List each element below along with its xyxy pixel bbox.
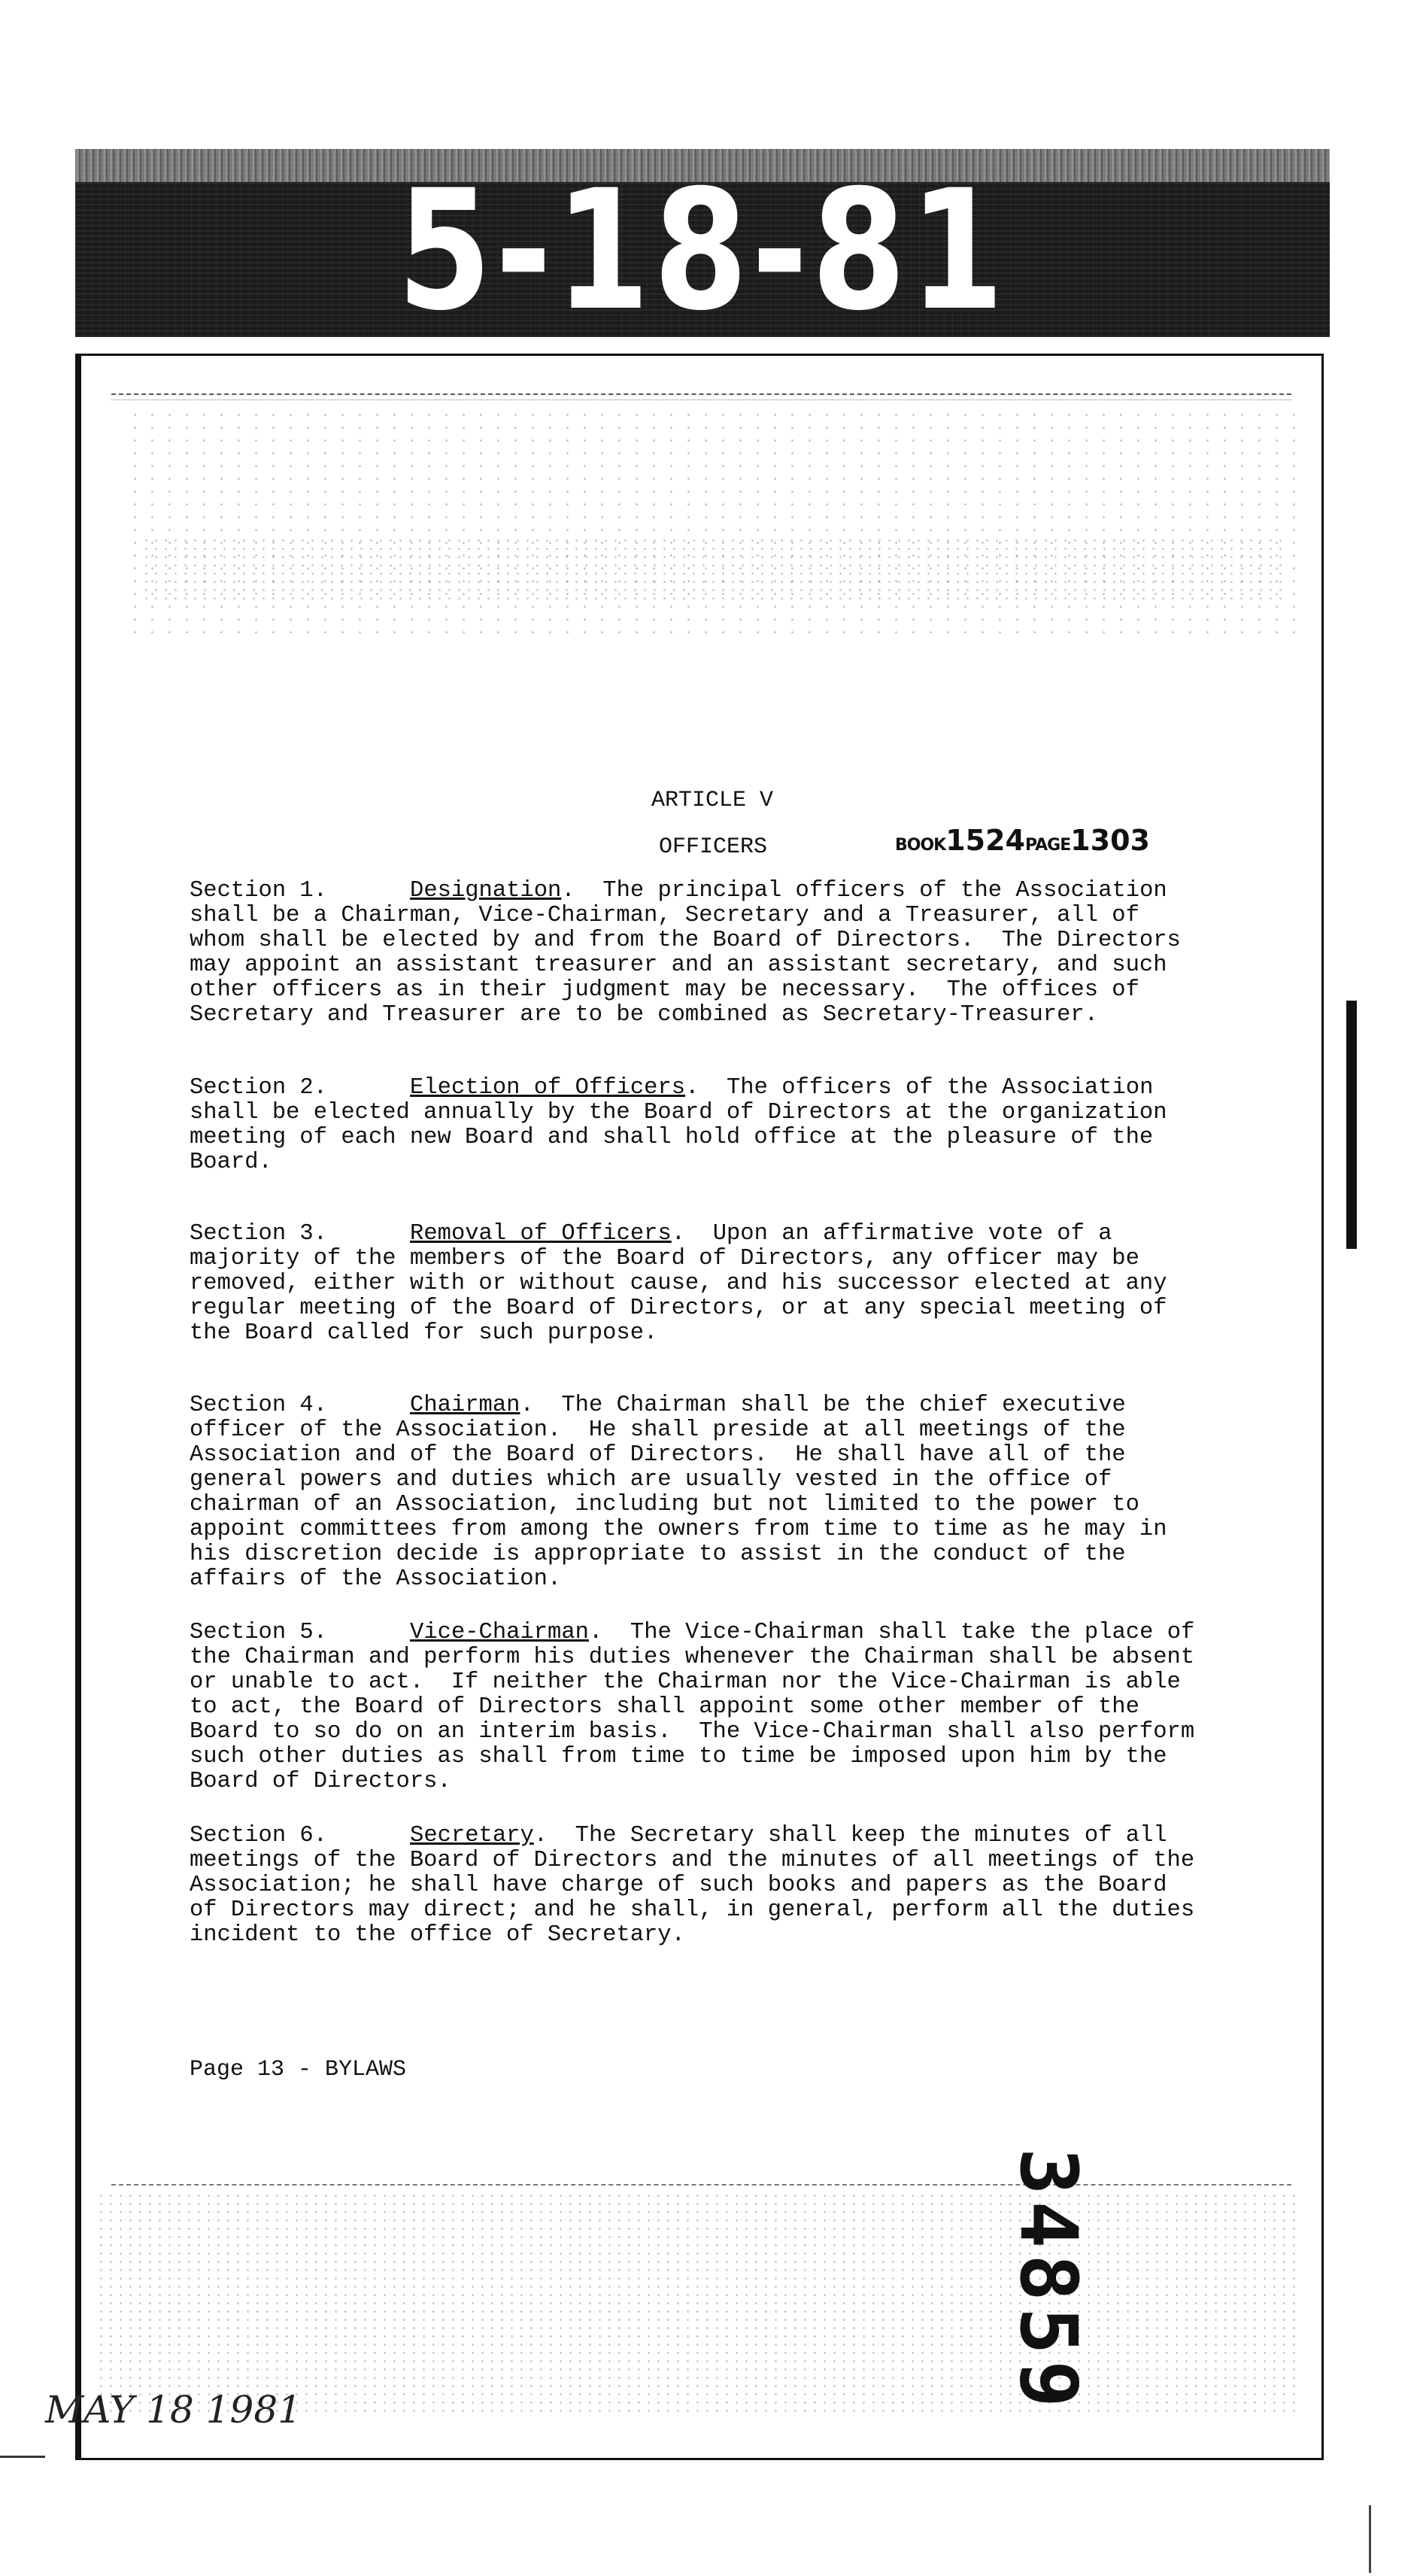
paragraph-line: incident to the office of Secretary. xyxy=(190,1922,685,1948)
section-text: . The Chairman shall be the chief executive xyxy=(520,1393,1126,1418)
paragraph-line xyxy=(190,1621,1242,1645)
paragraph-line: Association and of the Board of Directors. He shall have all of the xyxy=(190,1442,1126,1468)
section-heading: Election of Officers xyxy=(410,1075,686,1101)
paragraph-line: general powers and duties which are usually vested in the office of xyxy=(190,1467,1112,1493)
section-heading: Designation xyxy=(410,878,562,904)
paragraph-line: Board to so do on an interim basis. The Vice-Chairman shall also perform xyxy=(190,1719,1195,1745)
paragraph-line xyxy=(190,1824,1242,1848)
section-heading: Chairman xyxy=(410,1393,520,1418)
paragraph-line: other officers as in their judgment may be necessary. The offices of xyxy=(190,977,1139,1003)
paragraph-line xyxy=(190,1393,1242,1418)
paragraph-line: such other duties as shall from time to time be imposed upon him by the xyxy=(190,1744,1167,1769)
paragraph-line: appoint committees from among the owners from time to time as he may in xyxy=(190,1517,1167,1542)
paragraph-line: affairs of the Association. xyxy=(190,1566,562,1592)
book-label: BOOK xyxy=(895,836,946,855)
book-page-reference xyxy=(895,824,1150,857)
section-text: . The officers of the Association xyxy=(685,1075,1154,1101)
received-date-stamp: MAY 18 1981 xyxy=(45,2388,302,2432)
paragraph-line: shall be a Chairman, Vice-Chairman, Secretary and a Treasurer, all of xyxy=(190,903,1139,928)
paragraph-line: shall be elected annually by the Board of Directors at the organization xyxy=(190,1100,1167,1125)
paragraph-line: chairman of an Association, including but not limited to the power to xyxy=(190,1492,1139,1517)
scan-noise-band xyxy=(141,536,1285,604)
page-footer: Page 13 - BYLAWS xyxy=(190,2057,407,2082)
section-paragraph xyxy=(190,1621,1242,1794)
article-heading: ARTICLE V xyxy=(651,788,774,813)
recording-number-stamp: 34859 xyxy=(1003,2148,1094,2414)
scan-lower-rule xyxy=(111,2184,1291,2186)
page-label: PAGE xyxy=(1025,836,1071,855)
paragraph-line: Board. xyxy=(190,1150,272,1175)
article-title: OFFICERS xyxy=(659,834,768,860)
section-paragraph xyxy=(190,879,1242,1028)
date-header-band xyxy=(75,149,1330,337)
paragraph-line: regular meeting of the Board of Directors, or at any special meeting of xyxy=(190,1296,1167,1321)
paragraph-line: the Chairman and perform his duties whenever the Chairman shall be absent xyxy=(190,1645,1195,1670)
section-heading: Removal of Officers xyxy=(410,1221,672,1247)
section-paragraph xyxy=(190,1393,1242,1592)
paragraph-line: of Directors may direct; and he shall, in general, perform all the duties xyxy=(190,1897,1195,1923)
section-paragraph xyxy=(190,1222,1242,1346)
paragraph-line: Secretary and Treasurer are to be combined as Secretary-Treasurer. xyxy=(190,1002,1098,1028)
page-number: 1303 xyxy=(1070,824,1150,857)
paragraph-line: may appoint an assistant treasurer and an assistant secretary, and such xyxy=(190,952,1167,978)
paragraph-line xyxy=(190,1222,1242,1247)
margin-bar-mark xyxy=(1346,1001,1357,1249)
paragraph-line xyxy=(190,879,1242,904)
paragraph-line: meeting of each new Board and shall hold office at the pleasure of the xyxy=(190,1125,1154,1150)
scan-top-rule xyxy=(111,393,1291,400)
edge-mark xyxy=(1369,2505,1371,2573)
section-paragraph xyxy=(190,1824,1242,1948)
section-number: Section 1. xyxy=(190,878,328,904)
paragraph-line: his discretion decide is appropriate to assist in the conduct of the xyxy=(190,1542,1126,1567)
paragraph-line: to act, the Board of Directors shall appoint some other member of the xyxy=(190,1694,1139,1720)
paragraph-line: removed, either with or without cause, and his successor elected at any xyxy=(190,1271,1167,1296)
section-text: . The Secretary shall keep the minutes of all xyxy=(533,1823,1167,1848)
paragraph-line: officer of the Association. He shall preside at all meetings of the xyxy=(190,1417,1126,1443)
paragraph-line: meetings of the Board of Directors and the minutes of all meetings of the xyxy=(190,1848,1195,1873)
edge-rule xyxy=(0,2456,45,2458)
section-number: Section 4. xyxy=(190,1393,328,1418)
section-paragraph xyxy=(190,1076,1242,1175)
paragraph-line: Association; he shall have charge of such books and papers as the Board xyxy=(190,1873,1167,1898)
section-heading: Vice-Chairman xyxy=(410,1620,589,1645)
section-text: . Upon an affirmative vote of a xyxy=(671,1221,1112,1247)
section-text: . The Vice-Chairman shall take the place of xyxy=(588,1620,1195,1645)
section-number: Section 2. xyxy=(190,1075,328,1101)
section-number: Section 3. xyxy=(190,1221,328,1247)
book-number: 1524 xyxy=(945,824,1025,857)
section-number: Section 6. xyxy=(190,1823,328,1848)
paragraph-line: majority of the members of the Board of Directors, any officer may be xyxy=(190,1246,1139,1271)
paragraph-line: whom shall be elected by and from the Board of Directors. The Directors xyxy=(190,928,1181,953)
section-heading: Secretary xyxy=(410,1823,534,1848)
scan-noise-bottom xyxy=(96,2192,1300,2417)
paragraph-line xyxy=(190,1076,1242,1101)
paragraph-line: Board of Directors. xyxy=(190,1769,451,1794)
section-number: Section 5. xyxy=(190,1620,328,1645)
paragraph-line: the Board called for such purpose. xyxy=(190,1320,658,1346)
paragraph-line: or unable to act. If neither the Chairman nor the Vice-Chairman is able xyxy=(190,1669,1181,1695)
section-text: . The principal officers of the Association xyxy=(561,878,1167,904)
header-date: 5-18-81 xyxy=(397,154,1008,337)
